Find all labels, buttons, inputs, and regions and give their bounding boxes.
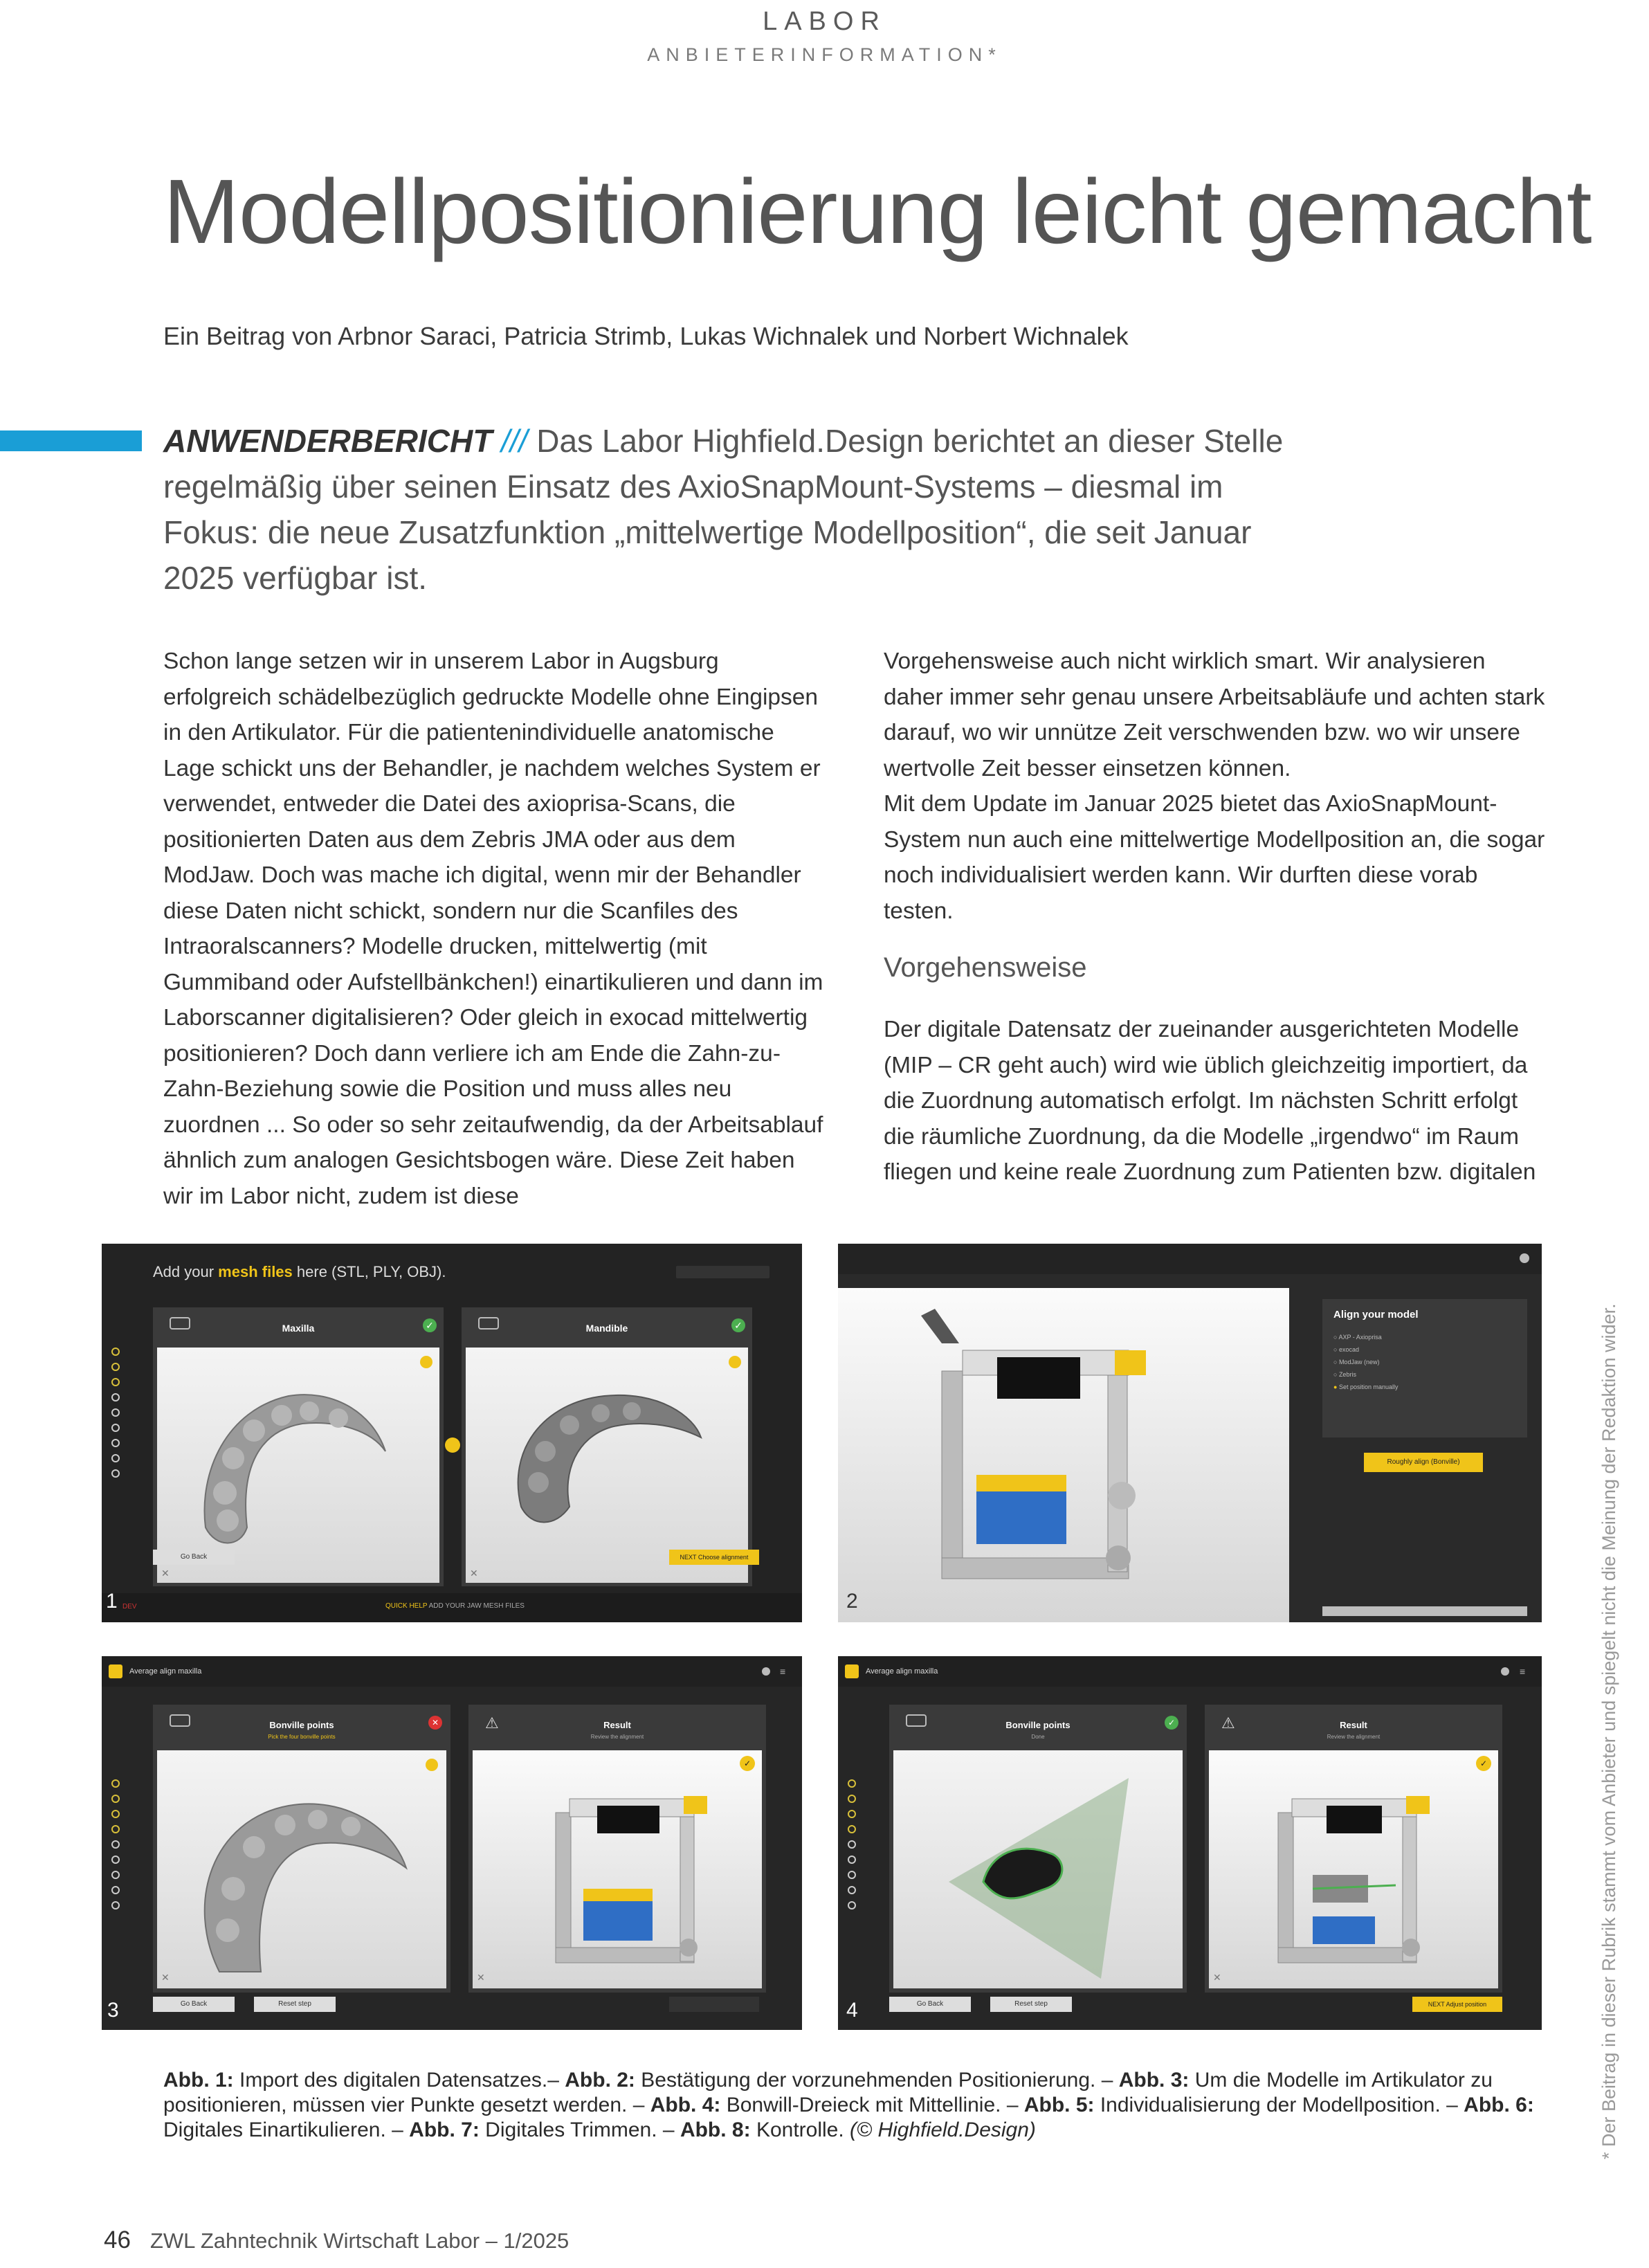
option-zebris[interactable]: ○ Zebris [1333,1371,1356,1378]
app-logo [109,1664,122,1678]
page-footer [104,2226,569,2254]
next-button[interactable]: NEXT Choose alignment [669,1550,759,1565]
app-title: Average align maxilla [866,1667,938,1676]
option-axioprisa[interactable]: ○ AXP - Axioprisa [1333,1334,1382,1341]
remove-icon[interactable]: ✕ [161,1972,170,1983]
option-modjaw[interactable]: ○ ModJaw (new) [1333,1359,1380,1366]
figure-number: 4 [846,1999,858,2022]
figure-3 [102,1656,802,2030]
remove-icon[interactable]: ✕ [477,1972,485,1983]
users-icon[interactable] [762,1667,770,1676]
article-authors: Ein Beitrag von Arbnor Saraci, Patricia Strimb, Lukas Wichnalek und Norbert Wichnalek [163,322,1129,350]
bonville-viewport[interactable] [893,1750,1183,1988]
lead-slashes: /// [501,423,528,459]
maxilla-panel [153,1307,444,1586]
articulator-viewport[interactable] [838,1288,1289,1622]
bonville-subtitle: Done [1031,1734,1045,1740]
journal-name: ZWL Zahntechnik Wirtschaft Labor – 1/2025 [149,2229,570,2253]
section-subheading: Vorgehensweise [884,952,1087,983]
swap-icon[interactable] [445,1437,460,1453]
maxilla-viewport[interactable] [157,1348,439,1583]
align-options [1333,1334,1399,1390]
status-bar [102,1593,802,1622]
articulator-model [838,1288,1289,1622]
bonville-viewport[interactable] [157,1750,446,1988]
result-viewport[interactable] [1209,1750,1498,1988]
warning-icon: ⚠ [485,1714,499,1732]
lead-keyword: ANWENDERBERICHT [163,423,493,459]
maxilla-model [157,1750,446,1988]
tooth-icon [906,1714,927,1727]
figure-1 [102,1244,802,1622]
maxilla-model [157,1348,439,1583]
bonville-title: Bonville points [269,1720,334,1730]
option-exocad[interactable]: ○ exocad [1333,1346,1359,1353]
confirm-icon[interactable]: ✓ [1476,1756,1491,1771]
app-logo [845,1664,859,1678]
reset-step-button[interactable]: Reset step [254,1997,336,2012]
lead-paragraph [163,418,1326,601]
body-paragraph: Vorgehensweise auch nicht wirklich smart. Wir analysieren daher immer sehr genau unsere Arbeitsabläufe und achten stark darauf, wo wir unnütze Zeit verschwenden bzw. wo wir unsere wertvolle Zeit besser einsetzen können. [884,648,1545,781]
bonwill-triangle [893,1750,1183,1988]
file-icon[interactable] [420,1356,432,1368]
mandible-panel [462,1307,752,1586]
top-bar [838,1656,1542,1687]
menu-icon[interactable]: ≡ [1520,1666,1526,1677]
result-subtitle: Review the alignment [590,1734,644,1740]
error-icon: ✕ [428,1716,442,1730]
tooth-icon [170,1714,190,1727]
mandible-label: Mandible [585,1323,628,1334]
confirm-icon[interactable]: ✓ [740,1756,755,1771]
mandible-model [466,1348,748,1583]
align-panel-title: Align your model [1333,1309,1419,1321]
file-icon[interactable] [729,1356,741,1368]
lead-text: Das Labor Highfield.Design berichtet an dieser Stelle regelmäßig über seinen Einsatz des AxioSnapMount-Systems – diesmal im Fokus: die neue Zusatzfunktion „mittelwertige Modellposition“, die seit Januar 2025 verfügbar ist. [163,423,1284,596]
disclaimer-note: * Der Beitrag in dieser Rubrik stammt vom Anbieter und spiegelt nicht die Meinung der Redaktion wider. [1598,1303,1619,2159]
maxilla-label: Maxilla [282,1323,315,1334]
body-paragraph: Mit dem Update im Januar 2025 bietet das AxioSnapMount-System nun auch eine mittelwertige Modellposition an, die sogar noch individualisiert werden kann. Wir durften diese vorab testen. [884,791,1545,924]
mandible-viewport[interactable] [466,1348,748,1583]
result-viewport[interactable] [473,1750,762,1988]
dev-label: DEV [122,1603,137,1611]
go-back-button[interactable]: Go Back [153,1550,235,1565]
option-manual[interactable]: ● Set position manually [1333,1384,1399,1390]
body-paragraph: Der digitale Datensatz der zueinander ausgerichteten Modelle (MIP – CR geht auch) wird wie üblich gleichzeitig importiert, da die Zuordnung automatisch erfolgt. Im nächsten Schritt erfolgt die räumliche Zuordnung, da die Modelle „irgendwo“ im Raum fliegen und keine reale Zuordnung zum Patienten bzw. digitalen [884,1017,1536,1185]
menu-icon[interactable]: ≡ [780,1666,786,1677]
side-nav [111,1348,120,1478]
quick-help[interactable]: QUICK HELP ADD YOUR JAW MESH FILES [385,1602,525,1610]
result-title: Result [1340,1720,1367,1730]
bottom-bar-button[interactable] [1322,1606,1527,1616]
bonville-panel [889,1705,1187,1993]
result-panel [468,1705,766,1993]
figure-2 [838,1244,1542,1622]
figure-number: 1 [106,1590,118,1613]
next-button-disabled[interactable] [669,1997,759,2012]
top-bar [102,1656,802,1687]
bonville-panel [153,1705,450,1993]
warning-icon: ⚠ [1221,1714,1235,1732]
side-nav [848,1779,856,1909]
remove-icon[interactable]: ✕ [161,1568,170,1579]
articulator-model [473,1750,762,1988]
align-panel [1322,1299,1527,1437]
go-back-button[interactable]: Go Back [889,1997,971,2012]
check-icon: ✓ [1165,1716,1178,1730]
tooth-icon [478,1317,499,1330]
article-title: Modellpositionierung leicht gemacht [163,161,1592,262]
go-back-button[interactable]: Go Back [153,1997,235,2012]
section-label: LABOR [763,7,886,36]
body-paragraph: Schon lange setzen wir in unserem Labor in Augsburg erfolgreich schädelbezüglich gedruckte Modelle ohne Eingipsen in den Artikulator. Für die patientenindividuelle anatomische Lage schickt uns der Behandler, je nachdem welches System er verwendet, entweder die Datei des axioprisa-Scans, die positionierten Daten aus dem Zebris JMA oder aus dem ModJaw. Doch was mache ich digital, wenn mir der Behandler diese Daten nicht schickt, sondern nur die Scanfiles des Intraoralscanners? Modelle drucken, mittelwertig (mit Gummiband oder Aufstellbänkchen!) einartikulieren und dann im Laborscanner digitalisieren? Oder gleich in exocad mittelwertig positionieren? Doch dann verliere ich am Ende die Zahn-zu-Zahn-Beziehung sowie die Position und muss alles neu zuordnen ... So oder so sehr zeitaufwendig, da der Arbeitsablauf ähnlich zum analogen Gesichtsbogen wäre. Diese Zeit haben wir im Labor nicht, zudem ist diese [163,648,823,1209]
check-icon: ✓ [423,1318,437,1332]
figure-4 [838,1656,1542,2030]
remove-icon[interactable]: ✕ [1213,1972,1221,1983]
next-button[interactable]: NEXT Adjust position [1412,1997,1502,2012]
check-icon: ✓ [731,1318,745,1332]
tooth-icon [170,1317,190,1330]
result-panel [1205,1705,1502,1993]
users-icon[interactable] [1501,1667,1509,1676]
app-title: Average align maxilla [129,1667,202,1676]
users-icon[interactable] [1520,1253,1529,1263]
page-number: 46 [104,2226,131,2253]
roughly-align-button[interactable]: Roughly align (Bonville) [1364,1453,1483,1472]
top-bar [838,1244,1542,1274]
result-title: Result [603,1720,631,1730]
bonville-subtitle: Pick the four bonville points [268,1734,336,1740]
figure-number: 2 [846,1590,858,1613]
result-subtitle: Review the alignment [1327,1734,1381,1740]
accent-bar [0,430,142,451]
remove-icon[interactable]: ✕ [470,1568,478,1579]
body-column-left [163,644,828,1214]
top-right-control[interactable] [676,1266,769,1278]
body-column-right [884,644,1548,1190]
file-icon[interactable] [426,1759,438,1771]
articulator-model [1209,1750,1498,1988]
figure-1-heading: Add your mesh files here (STL, PLY, OBJ). [153,1263,446,1280]
bonville-title: Bonville points [1005,1720,1071,1730]
figure-number: 3 [107,1999,119,2022]
subsection-label: ANBIETERINFORMATION* [647,44,1002,65]
figure-caption: Abb. 1: Import des digitalen Datensatzes.– Abb. 2: Bestätigung der vorzunehmenden Positionierung. – Abb. 3: Um die Modelle im Artikulator zu positionieren, müssen vier Punkte gesetzt werden. – Abb. 4: Bonwill-Dreieck mit Mittellinie. – Abb. 5: Individualisierung der Modellposition. – Abb. 6: Digitales Einartikulieren. – Abb. 7: Digitales Trimmen. – Abb. 8: Kontrolle. (© Highfield.Design) [163,2069,1534,2141]
reset-step-button[interactable]: Reset step [990,1997,1072,2012]
side-nav [111,1779,120,1909]
